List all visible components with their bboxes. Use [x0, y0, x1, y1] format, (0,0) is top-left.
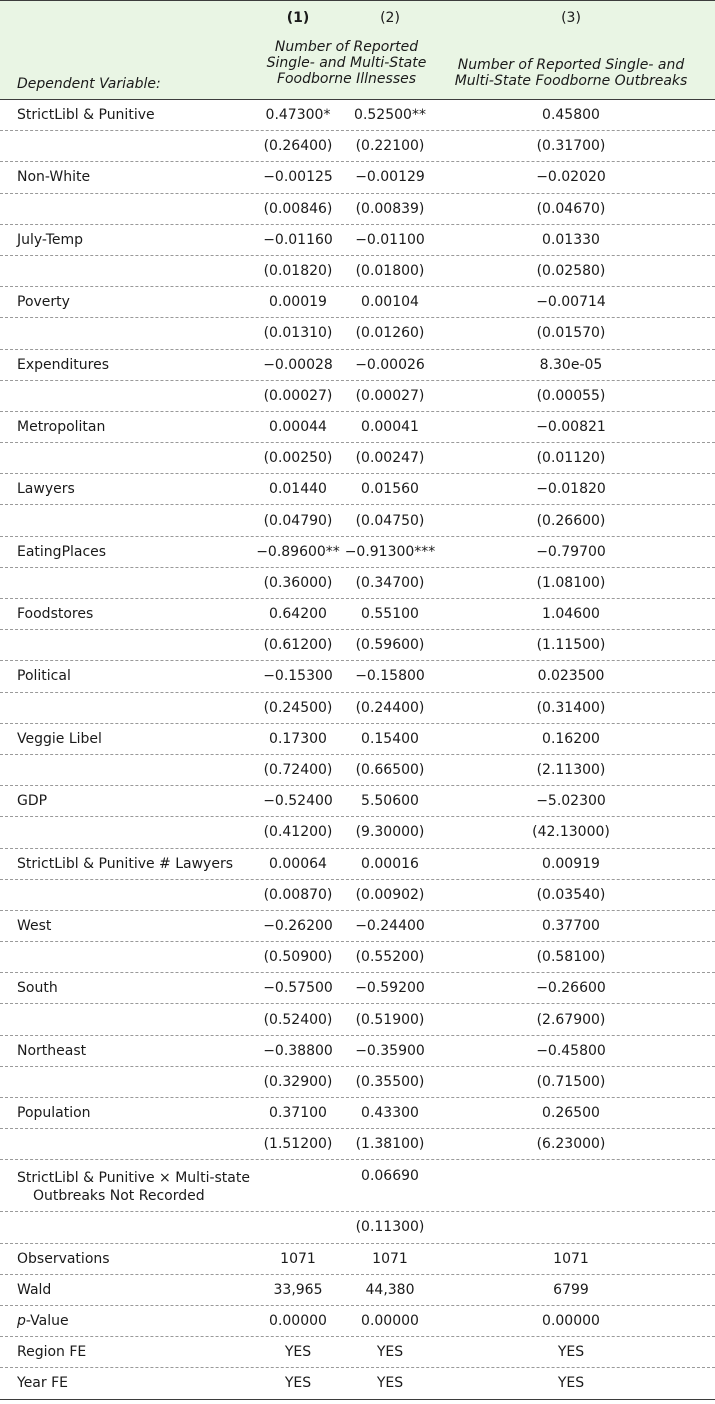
cell-col-2: 0.55100	[361, 606, 419, 623]
cell-col-2: −0.01100	[355, 231, 425, 248]
interaction-label-line-2: Outbreaks Not Recorded	[33, 1188, 205, 1205]
cell-col-1: −0.00125	[263, 169, 333, 186]
cell-col-2: −0.00026	[355, 356, 425, 373]
std-error-row	[0, 256, 715, 287]
std-error-row	[0, 131, 715, 162]
cell-col-1: (0.00870)	[263, 886, 333, 903]
std-error-row	[0, 568, 715, 599]
cell-col-3: 0.45800	[542, 107, 600, 124]
cell-col-3: (0.71500)	[536, 1073, 606, 1090]
coefficient-row	[0, 537, 715, 568]
std-error-row	[0, 942, 715, 973]
cell-col-2: (0.66500)	[355, 762, 425, 779]
cell-col-1: 0.00044	[269, 418, 327, 435]
variable-label: StrictLibl & Punitive # Lawyers	[17, 855, 234, 872]
cell-col-1: −0.38800	[263, 1042, 333, 1059]
cell-col-1: (0.00846)	[263, 200, 333, 217]
cell-col-1: (0.61200)	[263, 637, 333, 654]
cell-col-2: (0.59600)	[355, 637, 425, 654]
cell-col-3: (6.23000)	[536, 1136, 606, 1153]
cell-col-1: 0.47300*	[265, 107, 331, 124]
cell-col-1: (0.24500)	[263, 699, 333, 716]
statistic-label: Wald	[17, 1281, 52, 1298]
column-header-2: (2)	[380, 10, 400, 26]
illnesses-desc-line-3: Foodborne Illnesses	[276, 71, 417, 87]
cell-col-3: −0.00714	[536, 294, 606, 311]
statistic-label: Region FE	[17, 1344, 87, 1361]
cell-col-1: −0.89600**	[256, 543, 340, 560]
cell-col-3: 1.04600	[542, 606, 600, 623]
cell-col-1: YES	[284, 1344, 312, 1361]
cell-col-1: (1.51200)	[263, 1136, 333, 1153]
cell-col-3: 0.01330	[542, 231, 600, 248]
cell-col-3: 0.26500	[542, 1105, 600, 1122]
cell-col-2: (0.35500)	[355, 1073, 425, 1090]
cell-col-2: 44,380	[365, 1281, 415, 1298]
cell-col-3: (0.03540)	[536, 886, 606, 903]
cell-col-2: −0.00129	[355, 169, 425, 186]
variable-label: Political	[17, 668, 71, 685]
std-error-row	[0, 194, 715, 225]
cell-col-1: −0.52400	[263, 793, 333, 810]
cell-col-2: 0.00104	[361, 294, 419, 311]
cell-col-2: (0.01800)	[355, 263, 425, 280]
coefficient-row	[0, 225, 715, 256]
cell-col-2: −0.35900	[355, 1042, 425, 1059]
std-error-row	[0, 318, 715, 349]
cell-col-3: 0.023500	[537, 668, 605, 685]
cell-col-2: (0.04750)	[355, 512, 425, 529]
coefficient-row	[0, 599, 715, 630]
cell-col-1: 0.17300	[269, 730, 327, 747]
variable-label: Veggie Libel	[17, 730, 102, 747]
cell-col-1: 0.37100	[269, 1105, 327, 1122]
cell-col-1: 0.00019	[269, 294, 327, 311]
coefficient-row	[0, 162, 715, 193]
cell-col-2: 0.01560	[361, 481, 419, 498]
variable-label: StrictLibl & Punitive	[17, 107, 155, 124]
cell-col-2: YES	[376, 1344, 404, 1361]
cell-col-3: −0.01820	[536, 481, 606, 498]
column-header-1: (1)	[286, 10, 310, 26]
table-header	[0, 0, 715, 100]
cell-col-1: (0.32900)	[263, 1073, 333, 1090]
cell-col-2: (0.00027)	[355, 387, 425, 404]
cell-col-1: 0.01440	[269, 481, 327, 498]
variable-label: Metropolitan	[17, 418, 106, 435]
cell-col-3: −0.00821	[536, 418, 606, 435]
p-symbol: p	[17, 1313, 26, 1330]
cell-col-1: (0.00027)	[263, 387, 333, 404]
statistic-row	[0, 1368, 715, 1399]
std-error-row	[0, 817, 715, 848]
cell-col-1: YES	[284, 1375, 312, 1392]
statistic-label: Observations	[17, 1250, 110, 1267]
cell-col-3: (0.31700)	[536, 138, 606, 155]
variable-label: GDP	[17, 793, 48, 810]
cell-col-1: (0.26400)	[263, 138, 333, 155]
std-error-row	[0, 630, 715, 661]
cell-col-2: (0.22100)	[355, 138, 425, 155]
cell-col-2: 0.52500**	[354, 107, 426, 124]
std-error-row	[0, 1067, 715, 1098]
cell-col-3: −0.45800	[536, 1042, 606, 1059]
cell-col-2: 0.00041	[361, 418, 419, 435]
statistic-label	[17, 1306, 257, 1336]
statistic-row	[0, 1306, 715, 1337]
cell-col-2: 0.43300	[361, 1105, 419, 1122]
cell-col-1: (0.50900)	[263, 949, 333, 966]
cell-col-2: (0.00902)	[355, 886, 425, 903]
std-error-row	[0, 693, 715, 724]
outbreaks-desc-line-1: Number of Reported Single- and	[457, 57, 685, 73]
cell-col-2: (0.01260)	[355, 325, 425, 342]
coefficient-row	[0, 661, 715, 692]
cell-col-1: (0.01820)	[263, 263, 333, 280]
cell-col-1: (0.04790)	[263, 512, 333, 529]
cell-col-1: (0.52400)	[263, 1011, 333, 1028]
cell-col-3: 0.00919	[542, 855, 600, 872]
interaction-std-error-row	[0, 1212, 715, 1243]
coefficient-row	[0, 911, 715, 942]
cell-col-2: 1071	[372, 1250, 408, 1267]
cell-col-3: (0.00055)	[536, 387, 606, 404]
outbreaks-desc-line-2: Multi-State Foodborne Outbreaks	[454, 73, 688, 89]
cell-col-3: (1.11500)	[536, 637, 606, 654]
cell-col-3: (0.31400)	[536, 699, 606, 716]
cell-col-3: (2.11300)	[536, 762, 606, 779]
cell-col-3: (0.58100)	[536, 949, 606, 966]
p-value-suffix: -Value	[25, 1313, 69, 1330]
std-error-row	[0, 1129, 715, 1160]
cell-col-2: −0.15800	[355, 668, 425, 685]
cell-col-3: 6799	[553, 1281, 589, 1298]
cell-col-2: (0.34700)	[355, 574, 425, 591]
coefficient-row	[0, 1098, 715, 1129]
dependent-variable-label: Dependent Variable:	[17, 76, 161, 92]
coefficient-row	[0, 786, 715, 817]
std-error-row	[0, 443, 715, 474]
cell-col-2: YES	[376, 1375, 404, 1392]
cell-col-1: 0.00064	[269, 855, 327, 872]
cell-col-1: −0.26200	[263, 917, 333, 934]
cell-col-3: (0.04670)	[536, 200, 606, 217]
cell-col-2: 0.06690	[361, 1167, 419, 1184]
cell-col-2: 5.50600	[361, 793, 419, 810]
cell-col-3: YES	[557, 1375, 585, 1392]
cell-col-2: −0.24400	[355, 917, 425, 934]
cell-col-1: (0.41200)	[263, 824, 333, 841]
variable-label: Non-White	[17, 169, 91, 186]
table-body	[0, 100, 715, 1400]
variable-label: Population	[17, 1105, 91, 1122]
cell-col-3: −0.79700	[536, 543, 606, 560]
illnesses-description	[258, 39, 435, 87]
cell-col-2: (0.11300)	[355, 1219, 425, 1236]
column-header-3: (3)	[561, 10, 581, 26]
cell-col-1: −0.57500	[263, 980, 333, 997]
statistic-row	[0, 1275, 715, 1306]
cell-col-2: (0.24400)	[355, 699, 425, 716]
cell-col-1: (0.36000)	[263, 574, 333, 591]
coefficient-row	[0, 350, 715, 381]
coefficient-row	[0, 1036, 715, 1067]
cell-col-2: −0.59200	[355, 980, 425, 997]
statistic-row	[0, 1337, 715, 1368]
cell-col-1: 1071	[280, 1250, 316, 1267]
cell-col-3: (42.13000)	[532, 824, 610, 841]
coefficient-row	[0, 724, 715, 755]
cell-col-1: 0.00000	[269, 1313, 327, 1330]
cell-col-2: (0.51900)	[355, 1011, 425, 1028]
cell-col-3: 8.30e-05	[539, 356, 603, 373]
cell-col-3: YES	[557, 1344, 585, 1361]
variable-label: West	[17, 917, 52, 934]
cell-col-1: 33,965	[273, 1281, 323, 1298]
cell-col-3: −0.02020	[536, 169, 606, 186]
cell-col-2: (0.55200)	[355, 949, 425, 966]
coefficient-row	[0, 849, 715, 880]
cell-col-3: (1.08100)	[536, 574, 606, 591]
variable-label: EatingPlaces	[17, 543, 107, 560]
cell-col-1: (0.00250)	[263, 450, 333, 467]
cell-col-2: −0.91300***	[344, 543, 436, 560]
std-error-row	[0, 381, 715, 412]
cell-col-1: (0.01310)	[263, 325, 333, 342]
std-error-row	[0, 880, 715, 911]
statistic-row	[0, 1244, 715, 1275]
coefficient-row	[0, 100, 715, 131]
coefficient-row	[0, 287, 715, 318]
cell-col-3: 1071	[553, 1250, 589, 1267]
variable-label: July-Temp	[17, 231, 84, 248]
cell-col-3: −0.26600	[536, 980, 606, 997]
cell-col-2: 0.00000	[361, 1313, 419, 1330]
cell-col-1: (0.72400)	[263, 762, 333, 779]
cell-col-3: 0.16200	[542, 730, 600, 747]
statistic-label: Year FE	[17, 1375, 68, 1392]
variable-label: Expenditures	[17, 356, 109, 373]
cell-col-3: (0.01570)	[536, 325, 606, 342]
interaction-row	[0, 1160, 715, 1212]
variable-label: Poverty	[17, 294, 70, 311]
coefficient-row	[0, 412, 715, 443]
cell-col-2: (0.00247)	[355, 450, 425, 467]
coefficient-row	[0, 474, 715, 505]
cell-col-2: (9.30000)	[355, 824, 425, 841]
cell-col-3: −5.02300	[536, 793, 606, 810]
cell-col-3: (0.01120)	[536, 450, 606, 467]
cell-col-3: 0.00000	[542, 1313, 600, 1330]
interaction-label-line-1: StrictLibl & Punitive × Multi-state	[17, 1170, 250, 1187]
std-error-row	[0, 505, 715, 536]
variable-label: Northeast	[17, 1042, 87, 1059]
cell-col-2: 0.00016	[361, 855, 419, 872]
cell-col-3: (0.26600)	[536, 512, 606, 529]
cell-col-1: −0.15300	[263, 668, 333, 685]
std-error-row	[0, 1004, 715, 1035]
cell-col-3: (2.67900)	[536, 1011, 606, 1028]
cell-col-2: (0.00839)	[355, 200, 425, 217]
std-error-row	[0, 755, 715, 786]
outbreaks-description	[440, 57, 702, 89]
coefficient-row	[0, 973, 715, 1004]
cell-col-3: 0.37700	[542, 917, 600, 934]
variable-label: Foodstores	[17, 606, 94, 623]
illnesses-desc-line-2: Single- and Multi-State	[266, 55, 427, 71]
cell-col-2: 0.15400	[361, 730, 419, 747]
interaction-label	[17, 1160, 267, 1220]
illnesses-desc-line-1: Number of Reported	[274, 39, 419, 55]
cell-col-1: −0.01160	[263, 231, 333, 248]
cell-col-1: 0.64200	[269, 606, 327, 623]
cell-col-1: −0.00028	[263, 356, 333, 373]
variable-label: Lawyers	[17, 481, 75, 498]
cell-col-3: (0.02580)	[536, 263, 606, 280]
variable-label: South	[17, 980, 58, 997]
cell-col-2: (1.38100)	[355, 1136, 425, 1153]
